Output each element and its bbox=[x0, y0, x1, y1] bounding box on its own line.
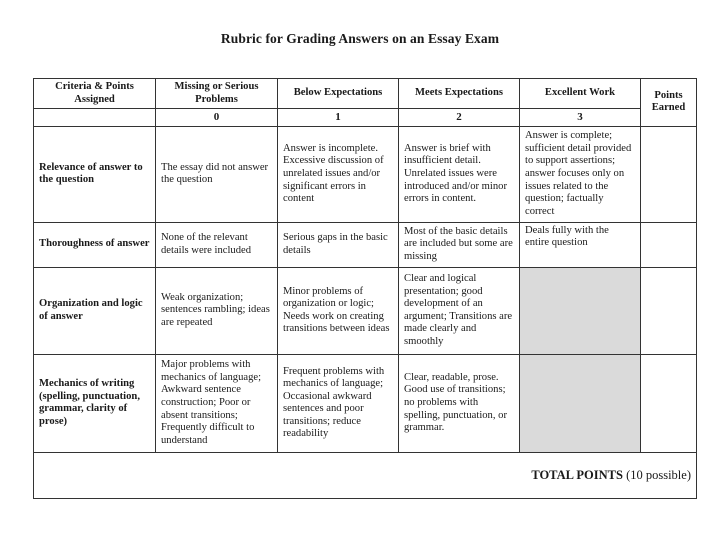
missing-cell: Major problems with mechanics of language; Awkward sentence construction; Poor or absent transitions; Frequently difficult to understand bbox=[156, 354, 278, 452]
total-points-cell bbox=[34, 452, 697, 498]
rubric-row-mechanics bbox=[34, 354, 697, 452]
missing-cell: None of the relevant details were included bbox=[156, 222, 278, 267]
score-0: 0 bbox=[156, 109, 278, 127]
excellent-cell: Deals fully with the entire question bbox=[520, 222, 641, 267]
header-below: Below Expectations bbox=[278, 79, 399, 109]
header-row bbox=[34, 79, 697, 109]
meets-cell: Clear and logical presentation; good development of an argument; Transitions are made clearly and smoothly bbox=[399, 267, 520, 354]
missing-cell: Weak organization; sentences rambling; ideas are repeated bbox=[156, 267, 278, 354]
excellent-cell: Answer is complete; sufficient detail provided to support assertions; answer focuses only on issues related to the question; factually correct bbox=[520, 126, 641, 222]
header-excellent: Excellent Work bbox=[520, 79, 641, 109]
rubric-row-organization bbox=[34, 267, 697, 354]
document-title: Rubric for Grading Answers on an Essay Exam bbox=[220, 31, 500, 46]
header-missing: Missing or Serious Problems bbox=[156, 79, 278, 109]
excellent-cell-shaded bbox=[520, 267, 641, 354]
below-cell: Frequent problems with mechanics of language; Occasional awkward sentences and poor transitions; reduce readability bbox=[278, 354, 399, 452]
header-criteria: Criteria & Points Assigned bbox=[34, 79, 156, 109]
score-3: 3 bbox=[520, 109, 641, 127]
excellent-cell-shaded bbox=[520, 354, 641, 452]
points-earned-cell bbox=[641, 222, 697, 267]
meets-cell: Clear, readable, prose. Good use of transitions; no problems with spelling, punctuation, or grammar. bbox=[399, 354, 520, 452]
below-cell: Minor problems of organization or logic; Needs work on creating transitions between ideas bbox=[278, 267, 399, 354]
rubric-row-relevance bbox=[34, 126, 697, 222]
score-1: 1 bbox=[278, 109, 399, 127]
score-2: 2 bbox=[399, 109, 520, 127]
criterion-cell: Mechanics of writing (spelling, punctuation, grammar, clarity of prose) bbox=[34, 354, 156, 452]
meets-cell: Most of the basic details are included but some are missing bbox=[399, 222, 520, 267]
criterion-cell: Thoroughness of answer bbox=[34, 222, 156, 267]
score-blank bbox=[34, 109, 156, 127]
rubric-row-thoroughness bbox=[34, 222, 697, 267]
below-cell: Serious gaps in the basic details bbox=[278, 222, 399, 267]
header-points-earned: Points Earned bbox=[641, 79, 697, 127]
points-earned-cell bbox=[641, 126, 697, 222]
header-meets: Meets Expectations bbox=[399, 79, 520, 109]
meets-cell: Answer is brief with insufficient detail. Unrelated issues were introduced and/or minor errors in content. bbox=[399, 126, 520, 222]
criterion-cell: Organization and logic of answer bbox=[34, 267, 156, 354]
points-earned-cell bbox=[641, 267, 697, 354]
rubric-table bbox=[33, 78, 697, 499]
missing-cell: The essay did not answer the question bbox=[156, 126, 278, 222]
score-row bbox=[34, 109, 697, 127]
points-earned-cell bbox=[641, 354, 697, 452]
total-row bbox=[34, 452, 697, 498]
below-cell: Answer is incomplete. Excessive discussion of unrelated issues and/or significant errors in content bbox=[278, 126, 399, 222]
criterion-cell: Relevance of answer to the question bbox=[34, 126, 156, 222]
total-points-note: (10 possible) bbox=[626, 467, 691, 482]
total-points-label: TOTAL POINTS bbox=[531, 467, 623, 482]
